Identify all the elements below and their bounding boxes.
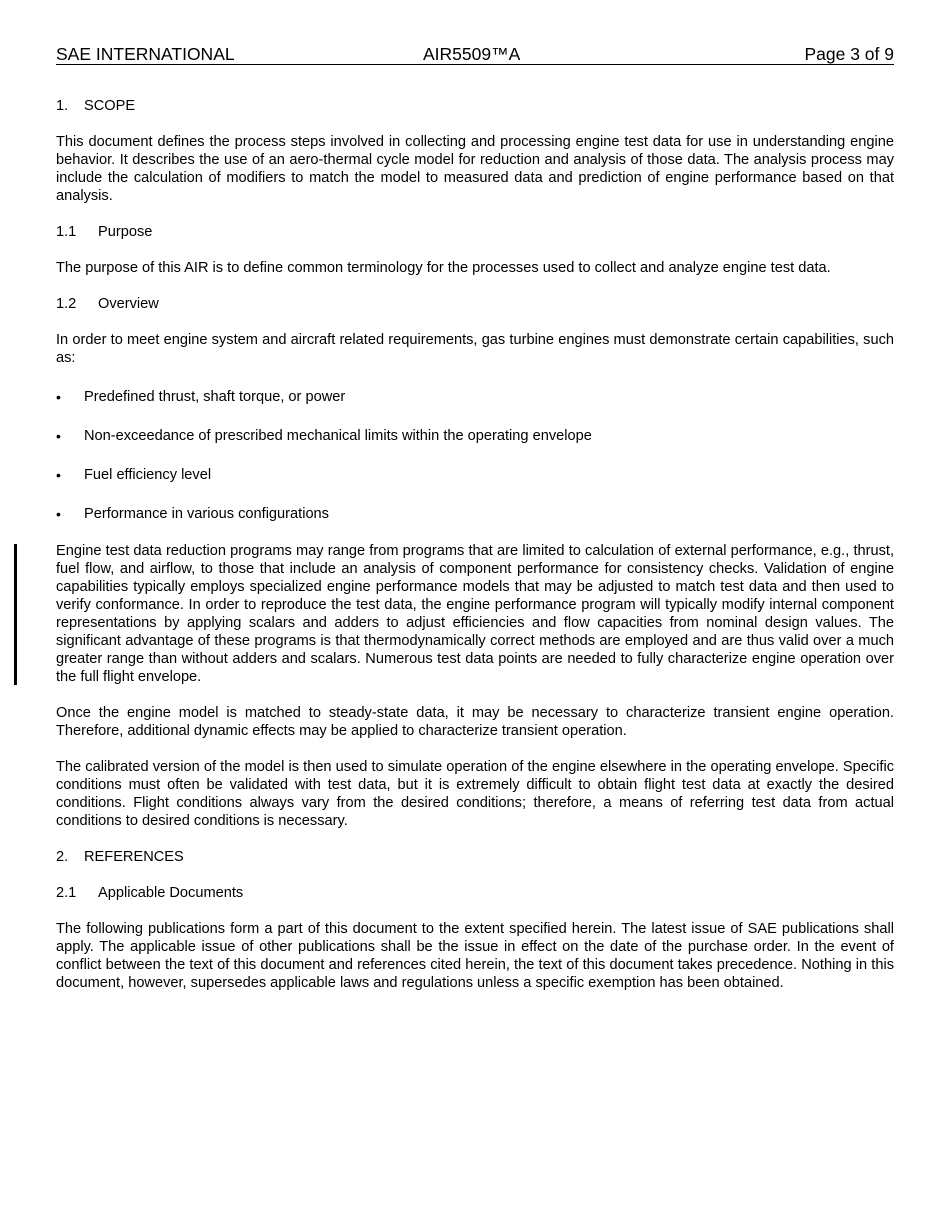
bullet-icon: • [56,389,61,405]
list-item [56,388,894,406]
list-item-text: Performance in various configurations [84,506,329,522]
revision-change-bar [14,544,17,685]
purpose-paragraph: The purpose of this AIR is to define common terminology for the processes used to collect and analyze engine test data. [56,260,831,276]
section-title: Applicable Documents [98,885,244,901]
list-item-text: Non-exceedance of prescribed mechanical limits within the operating envelope [84,428,592,444]
document-body [56,97,894,1010]
list-item [56,466,894,484]
overview-intro-paragraph: In order to meet engine system and aircraft related requirements, gas turbine engines must demonstrate certain capabilities, such as: [56,332,894,366]
section-number: 1.2 [56,296,77,312]
header-document-id: AIR5509™A [423,44,521,64]
scope-paragraph: This document defines the process steps involved in collecting and processing engine test data for use in understanding engine behavior. It describes the use of an aero-thermal cycle model for reduction and analysis of those data. The analysis process may include the calculation of modifiers to match the model to measured data and prediction of engine performance based on that analysis. [56,134,894,204]
section-number: 1. [56,98,69,114]
section-heading-scope [56,97,894,115]
section-heading-overview [56,295,894,313]
section-number: 2. [56,849,69,865]
bullet-icon: • [56,506,61,522]
section-heading-references [56,848,894,866]
bullet-icon: • [56,428,61,444]
overview-paragraph-test-data-reduction: Engine test data reduction programs may range from programs that are limited to calculation of external performance, e.g., thrust, fuel flow, and airflow, to those that include an analysis of component performance for consistency checks. Validation of engine capabilities typically employs specialized engine performance models that may be adjusted to match test data and then used to verify conformance. In order to reproduce the test data, the engine performance program will typically modify internal component representations by applying scalars and adders to adjust efficiencies and flow capacities from nominal design values. The significant advantage of these programs is that thermodynamically correct methods are employed and are thus valid over a much greater range than without adders and scalars. Numerous test data points are needed to fully characterize engine operation over the full flight envelope. [56,543,894,685]
capabilities-list [56,388,894,523]
section-title: Overview [98,296,159,312]
section-title: Purpose [98,224,153,240]
section-number: 1.1 [56,224,77,240]
section-heading-purpose [56,223,894,241]
list-item-text: Predefined thrust, shaft torque, or power [84,389,346,405]
applicable-documents-paragraph: The following publications form a part of this document to the extent specified herein. The latest issue of SAE publications shall apply. The applicable issue of other publications shall be the issue in effect on the date of the purchase order. In the event of conflict between the text of this document and references cited herein, the text of this document takes precedence. Nothing in this document, however, supersedes applicable laws and regulations unless a specific exemption has been obtained. [56,921,894,991]
overview-paragraph-transient: Once the engine model is matched to steady-state data, it may be necessary to characterize transient engine operation. Therefore, additional dynamic effects may be applied to characterize transient operation. [56,705,894,739]
overview-paragraph-calibrated-model: The calibrated version of the model is then used to simulate operation of the engine elsewhere in the operating envelope. Specific conditions must often be validated with test data, but it is extremely difficult to obtain flight test data at exactly the desired conditions. Flight conditions always vary from the desired conditions; therefore, a means of referring test data from actual conditions to desired conditions is necessary. [56,759,894,829]
list-item [56,427,894,445]
list-item [56,505,894,523]
header-page-number: Page 3 of 9 [804,44,894,64]
section-heading-applicable-documents [56,884,894,902]
page-header [56,44,894,65]
header-organization: SAE INTERNATIONAL [56,44,235,64]
bullet-icon: • [56,467,61,483]
list-item-text: Fuel efficiency level [84,467,212,483]
section-title: REFERENCES [84,849,184,865]
section-title: SCOPE [84,98,136,114]
section-number: 2.1 [56,885,77,901]
